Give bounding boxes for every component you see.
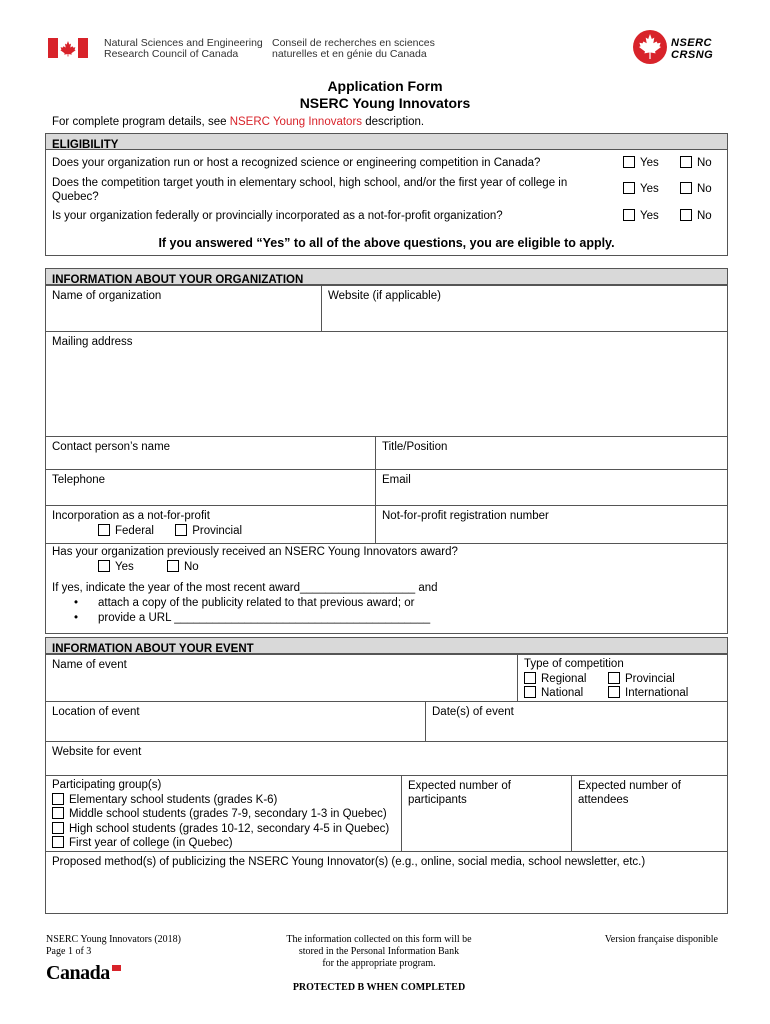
group-elementary-option[interactable]: Elementary school students (grades K-6) — [52, 793, 395, 808]
event-dates-field[interactable]: Date(s) of event — [425, 701, 728, 742]
publicity-bullet: • attach a copy of the publicity related to that previous award; or — [74, 597, 415, 609]
group-college-option[interactable]: First year of college (in Quebec) — [52, 836, 395, 851]
org-name-field[interactable]: Name of organization — [45, 285, 322, 332]
q1-no-checkbox[interactable] — [680, 156, 692, 168]
q2-no-checkbox[interactable] — [680, 182, 692, 194]
previous-award-yes-checkbox[interactable] — [98, 560, 110, 572]
email-field[interactable]: Email — [375, 469, 728, 506]
expected-attendees-field[interactable]: Expected number of attendees — [571, 775, 728, 852]
url-bullet[interactable]: • provide a URL ________________________________________ — [74, 612, 431, 624]
event-heading-bar — [46, 638, 727, 654]
provincial-comp-option[interactable]: Provincial — [608, 673, 675, 685]
title-line-2: NSERC Young Innovators — [299, 95, 471, 111]
national-checkbox[interactable] — [524, 686, 536, 698]
q3-no-option[interactable]: No — [680, 209, 712, 223]
eligibility-heading: ELIGIBILITY — [52, 139, 119, 151]
organization-heading: INFORMATION ABOUT YOUR ORGANIZATION — [52, 274, 304, 286]
group-middle-option[interactable]: Middle school students (grades 7-9, secondary 1-3 in Quebec) — [52, 807, 395, 822]
form-version-text: NSERC Young Innovators (2018) — [46, 934, 182, 945]
provincial-option[interactable]: Provincial — [175, 525, 242, 537]
group-high-school-checkbox[interactable] — [52, 822, 64, 834]
event-section — [45, 637, 728, 914]
telephone-field[interactable]: Telephone — [45, 469, 376, 506]
federal-checkbox[interactable] — [98, 524, 110, 536]
event-heading: INFORMATION ABOUT YOUR EVENT — [52, 643, 254, 655]
incorporation-field: Incorporation as a not-for-profit Federal Provincial — [45, 505, 376, 544]
nserc-logo — [632, 29, 728, 69]
regional-checkbox[interactable] — [524, 672, 536, 684]
event-location-field[interactable]: Location of event — [45, 701, 426, 742]
publicizing-method-field[interactable]: Proposed method(s) of publicizing the NSERC Young Innovator(s) (e.g., online, social media, school newsletter, etc.) — [45, 851, 728, 914]
eligibility-question-3: Is your organization federally or provincially incorporated as a not-for-profit organization? — [52, 210, 503, 222]
expected-participants-field[interactable]: Expected number of participants — [401, 775, 572, 852]
group-college-checkbox[interactable] — [52, 836, 64, 848]
mailing-address-field[interactable]: Mailing address — [45, 331, 728, 437]
federal-option[interactable]: Federal — [98, 525, 154, 537]
provincial-comp-checkbox[interactable] — [608, 672, 620, 684]
agency-name-en: Natural Sciences and Engineering Research Council of Canada — [104, 37, 263, 60]
logo-text-crsng: CRSNG — [671, 49, 714, 61]
competition-type-field: Type of competition Regional Provincial National International — [517, 654, 728, 702]
participating-groups-field: Participating group(s) Elementary school students (grades K-6) Middle school students (grades 7-9, secondary 1-3 in Quebec) High school students (grades 10-12, secondary 4-5 in Quebec) First year of college (in Quebec) — [45, 775, 402, 852]
title-position-field[interactable]: Title/Position — [375, 436, 728, 470]
protected-notice: PROTECTED B WHEN COMPLETED — [292, 982, 466, 993]
national-option[interactable]: National — [524, 686, 608, 701]
title-line-1: Application Form — [327, 78, 443, 94]
eligibility-question-2: Does the competition target youth in elementary school, high school, and/or the first year of college in Quebec? — [52, 177, 568, 203]
previous-award-no-checkbox[interactable] — [167, 560, 179, 572]
organization-section — [45, 268, 728, 634]
event-website-field[interactable]: Website for event — [45, 741, 728, 776]
logo-text-nserc: NSERC — [671, 37, 713, 49]
previous-award-yes-option[interactable]: Yes — [98, 561, 134, 573]
footer-left — [46, 934, 181, 958]
previous-award-question: Has your organization previously received an NSERC Young Innovators award? — [52, 546, 458, 558]
q1-yes-option[interactable]: Yes — [623, 156, 659, 170]
previous-award-year-line[interactable]: If yes, indicate the year of the most recent award__________________ and — [52, 582, 438, 594]
q3-yes-option[interactable]: Yes — [623, 209, 659, 223]
registration-number-field[interactable]: Not-for-profit registration number — [375, 505, 728, 544]
footer-center: The information collected on this form will be stored in the Personal Information Bank for the appropriate program. — [286, 934, 472, 969]
intro-text: For complete program details, see NSERC Young Innovators description. — [52, 116, 425, 128]
group-high-school-option[interactable]: High school students (grades 10-12, secondary 4-5 in Quebec) — [52, 822, 395, 837]
program-description-link[interactable]: NSERC Young Innovators — [229, 116, 363, 128]
provincial-checkbox[interactable] — [175, 524, 187, 536]
canada-flag-icon — [48, 38, 88, 58]
eligibility-heading-bar — [46, 134, 727, 150]
contact-name-field[interactable]: Contact person’s name — [45, 436, 376, 470]
organization-heading-bar — [46, 269, 727, 285]
group-middle-checkbox[interactable] — [52, 807, 64, 819]
regional-option[interactable]: Regional — [524, 672, 608, 687]
international-checkbox[interactable] — [608, 686, 620, 698]
q2-no-option[interactable]: No — [680, 182, 712, 196]
q3-no-checkbox[interactable] — [680, 209, 692, 221]
q1-no-option[interactable]: No — [680, 156, 712, 170]
org-website-field[interactable]: Website (if applicable) — [321, 285, 728, 332]
eligibility-section — [45, 133, 728, 256]
q1-yes-checkbox[interactable] — [623, 156, 635, 168]
wordmark-flag-icon — [112, 965, 121, 971]
eligibility-question-1: Does your organization run or host a recognized science or engineering competition in Canada? — [52, 157, 541, 169]
q3-yes-checkbox[interactable] — [623, 209, 635, 221]
canada-wordmark: Canada — [46, 962, 110, 985]
eligibility-note: If you answered “Yes” to all of the above questions, you are eligible to apply. — [158, 236, 615, 250]
group-elementary-checkbox[interactable] — [52, 793, 64, 805]
page-number: Page 1 of 3 — [46, 946, 92, 957]
q2-yes-checkbox[interactable] — [623, 182, 635, 194]
page-title — [0, 78, 770, 112]
agency-name-fr: Conseil de recherches en sciences naturelles et en génie du Canada — [272, 37, 435, 60]
international-option[interactable]: International — [608, 687, 688, 699]
previous-award-options — [98, 560, 199, 574]
q2-yes-option[interactable]: Yes — [623, 182, 659, 196]
event-name-field[interactable]: Name of event — [45, 654, 518, 702]
previous-award-no-option[interactable]: No — [167, 561, 199, 573]
french-version-link[interactable]: Version française disponible — [604, 934, 718, 945]
maple-leaf-icon — [632, 29, 668, 65]
